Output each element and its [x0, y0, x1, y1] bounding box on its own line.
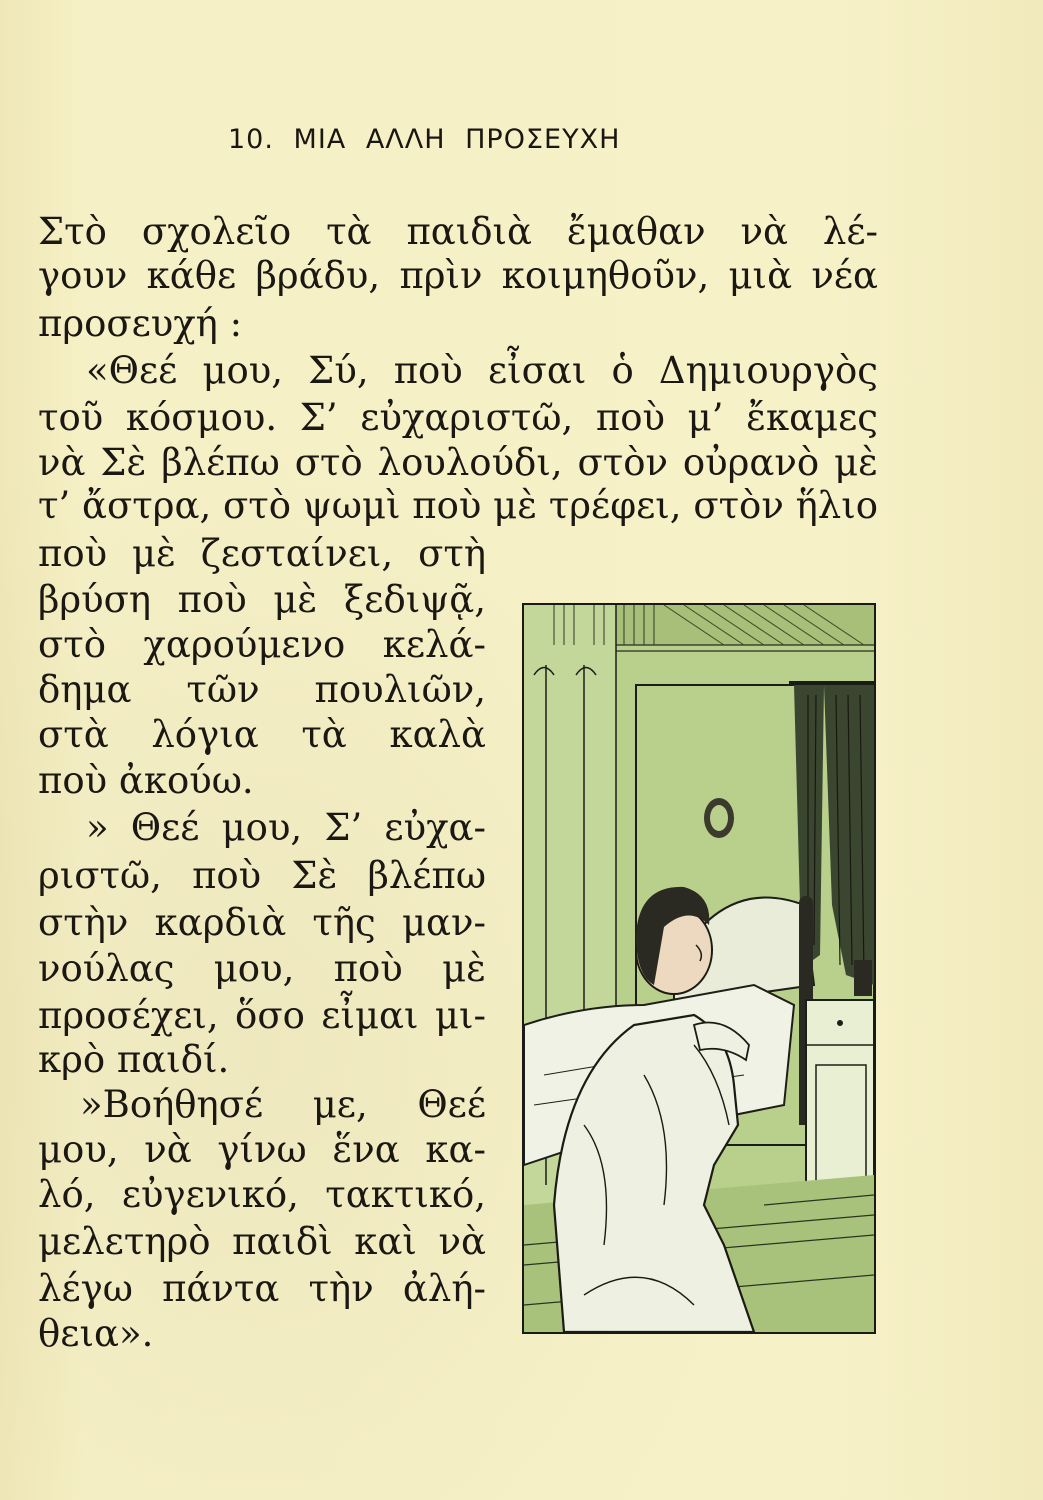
text-line-7: τ’ ἄστρα, στὸ ψωμὶ ποὺ μὲ τρέφει, στὸν ἥλιο	[38, 484, 878, 527]
text-line-13: ποὺ ἀκούω.	[38, 759, 254, 802]
text-line-15: ριστῶ, ποὺ Σὲ βλέπω	[38, 854, 486, 897]
text-line-12: στὰ λόγια τὰ καλὰ	[38, 713, 486, 756]
text-line-18: προσέχει, ὅσο εἶμαι μι-	[38, 994, 486, 1037]
text-line-22: λό, εὐγενικό, τακτικό,	[38, 1173, 486, 1216]
text-line-8: ποὺ μὲ ζεσταίνει, στὴ	[38, 532, 486, 575]
text-line-14: » Θεέ μου, Σ’ εὐχα-	[86, 806, 486, 849]
text-line-21: μου, νὰ γίνω ἕνα κα-	[38, 1128, 486, 1171]
chapter-heading: 10. ΜΙΑ ΑΛΛΗ ΠΡΟΣΕΥΧΗ	[228, 124, 621, 155]
text-line-19: κρὸ παιδί.	[38, 1038, 230, 1081]
illustration-drawing	[524, 605, 874, 1332]
text-line-25: θεια».	[38, 1312, 154, 1355]
text-line-1: Στὸ σχολεῖο τὰ παιδιὰ ἔμαθαν νὰ λέ-	[38, 210, 878, 253]
text-line-6: νὰ Σὲ βλέπω στὸ λουλούδι, στὸν οὐρανὸ μὲ	[38, 441, 878, 484]
text-line-5: τοῦ κόσμου. Σ’ εὐχαριστῶ, ποὺ μ’ ἔκαμες	[38, 396, 878, 439]
text-line-16: στὴν καρδιὰ τῆς μαν-	[38, 901, 486, 944]
text-line-11: δημα τῶν πουλιῶν,	[38, 668, 486, 711]
text-line-3: προσευχή :	[38, 302, 243, 345]
text-line-10: στὸ χαρούμενο κελά-	[38, 623, 486, 666]
text-line-2: γουν κάθε βράδυ, πρὶν κοιμηθοῦν, μιὰ νέα	[38, 254, 878, 297]
text-line-4: «Θεέ μου, Σύ, ποὺ εἶσαι ὁ Δημιουργὸς	[86, 349, 878, 392]
text-line-20: »Βοήθησέ με, Θεέ	[80, 1083, 486, 1126]
text-line-9: βρύση ποὺ μὲ ξεδιψᾷ,	[38, 578, 486, 621]
text-line-24: λέγω πάντα τὴν ἀλή-	[38, 1267, 486, 1310]
text-line-17: νούλας μου, ποὺ μὲ	[38, 947, 486, 990]
text-line-23: μελετηρὸ παιδὶ καὶ νὰ	[38, 1220, 486, 1263]
praying-girl-illustration	[522, 603, 876, 1334]
